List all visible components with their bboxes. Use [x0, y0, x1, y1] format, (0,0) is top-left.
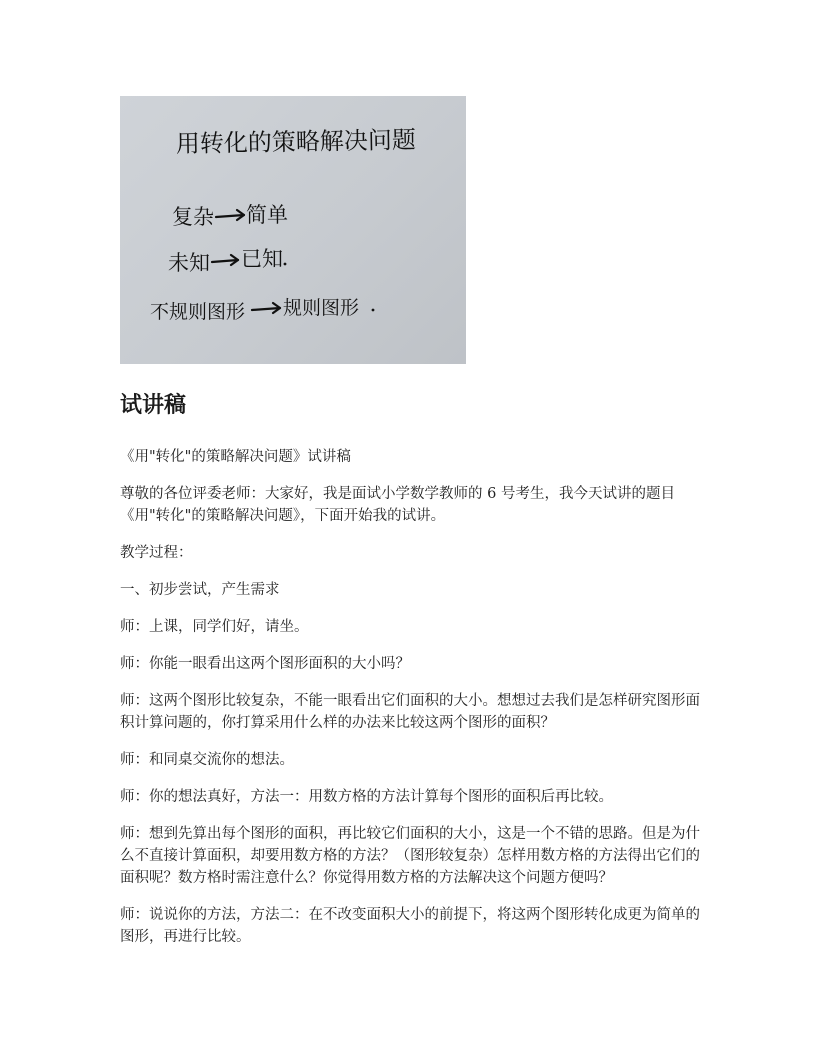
paragraph: 尊敬的各位评委老师：大家好，我是面试小学数学教师的 6 号考生，我今天试讲的题目《用"转化"的策略解决问题》，下面开始我的试讲。: [120, 486, 675, 524]
note-line-1-from: 复杂: [172, 205, 214, 229]
paragraph: 师：这两个图形比较复杂，不能一眼看出它们面积的大小。想想过去我们是怎样研究图形面积计算问题的，你打算采用什么样的办法来比较这两个图形的面积？: [120, 693, 700, 731]
paragraph: 师：你的想法真好，方法一：用数方格的方法计算每个图形的面积后再比较。: [120, 789, 613, 805]
document-body: [120, 446, 700, 963]
paragraph: 一、初步尝试，产生需求: [120, 582, 280, 598]
note-line-2-from: 未知: [168, 251, 210, 275]
ink-dot: [372, 309, 375, 312]
note-line-3-to: 规则图形: [283, 297, 360, 319]
paragraph: 师：和同桌交流你的想法。: [120, 752, 294, 768]
handwritten-note-ink: [120, 96, 466, 364]
paragraph: 师：说说你的方法，方法二：在不改变面积大小的前提下，将这两个图形转化成更为简单的图形，再进行比较。: [120, 907, 700, 945]
note-line-1-to: 简单: [246, 203, 288, 227]
note-line-2-to: 已知: [241, 247, 283, 271]
note-title: 用转化的策略解决问题: [175, 125, 417, 158]
paragraph: 师：上课，同学们好，请坐。: [120, 619, 309, 635]
ink-dot: [284, 263, 287, 266]
paragraph: 师：你能一眼看出这两个图形面积的大小吗？: [120, 656, 410, 672]
note-line-3-from: 不规则图形: [150, 301, 246, 323]
paragraph: 师：想到先算出每个图形的面积，再比较它们面积的大小，这是一个不错的思路。但是为什么不直接计算面积，却要用数方格的方法？（图形较复杂）怎样用数方格的方法得出它们的面积呢？数方格时需注意什么？你觉得用数方格的方法解决这个问题方便吗？: [120, 826, 700, 886]
paragraph: 教学过程：: [120, 545, 193, 561]
paragraph: 《用"转化"的策略解决问题》试讲稿: [120, 449, 351, 465]
handwritten-note-photo: [120, 96, 466, 364]
page-title: 试讲稿: [120, 393, 187, 418]
